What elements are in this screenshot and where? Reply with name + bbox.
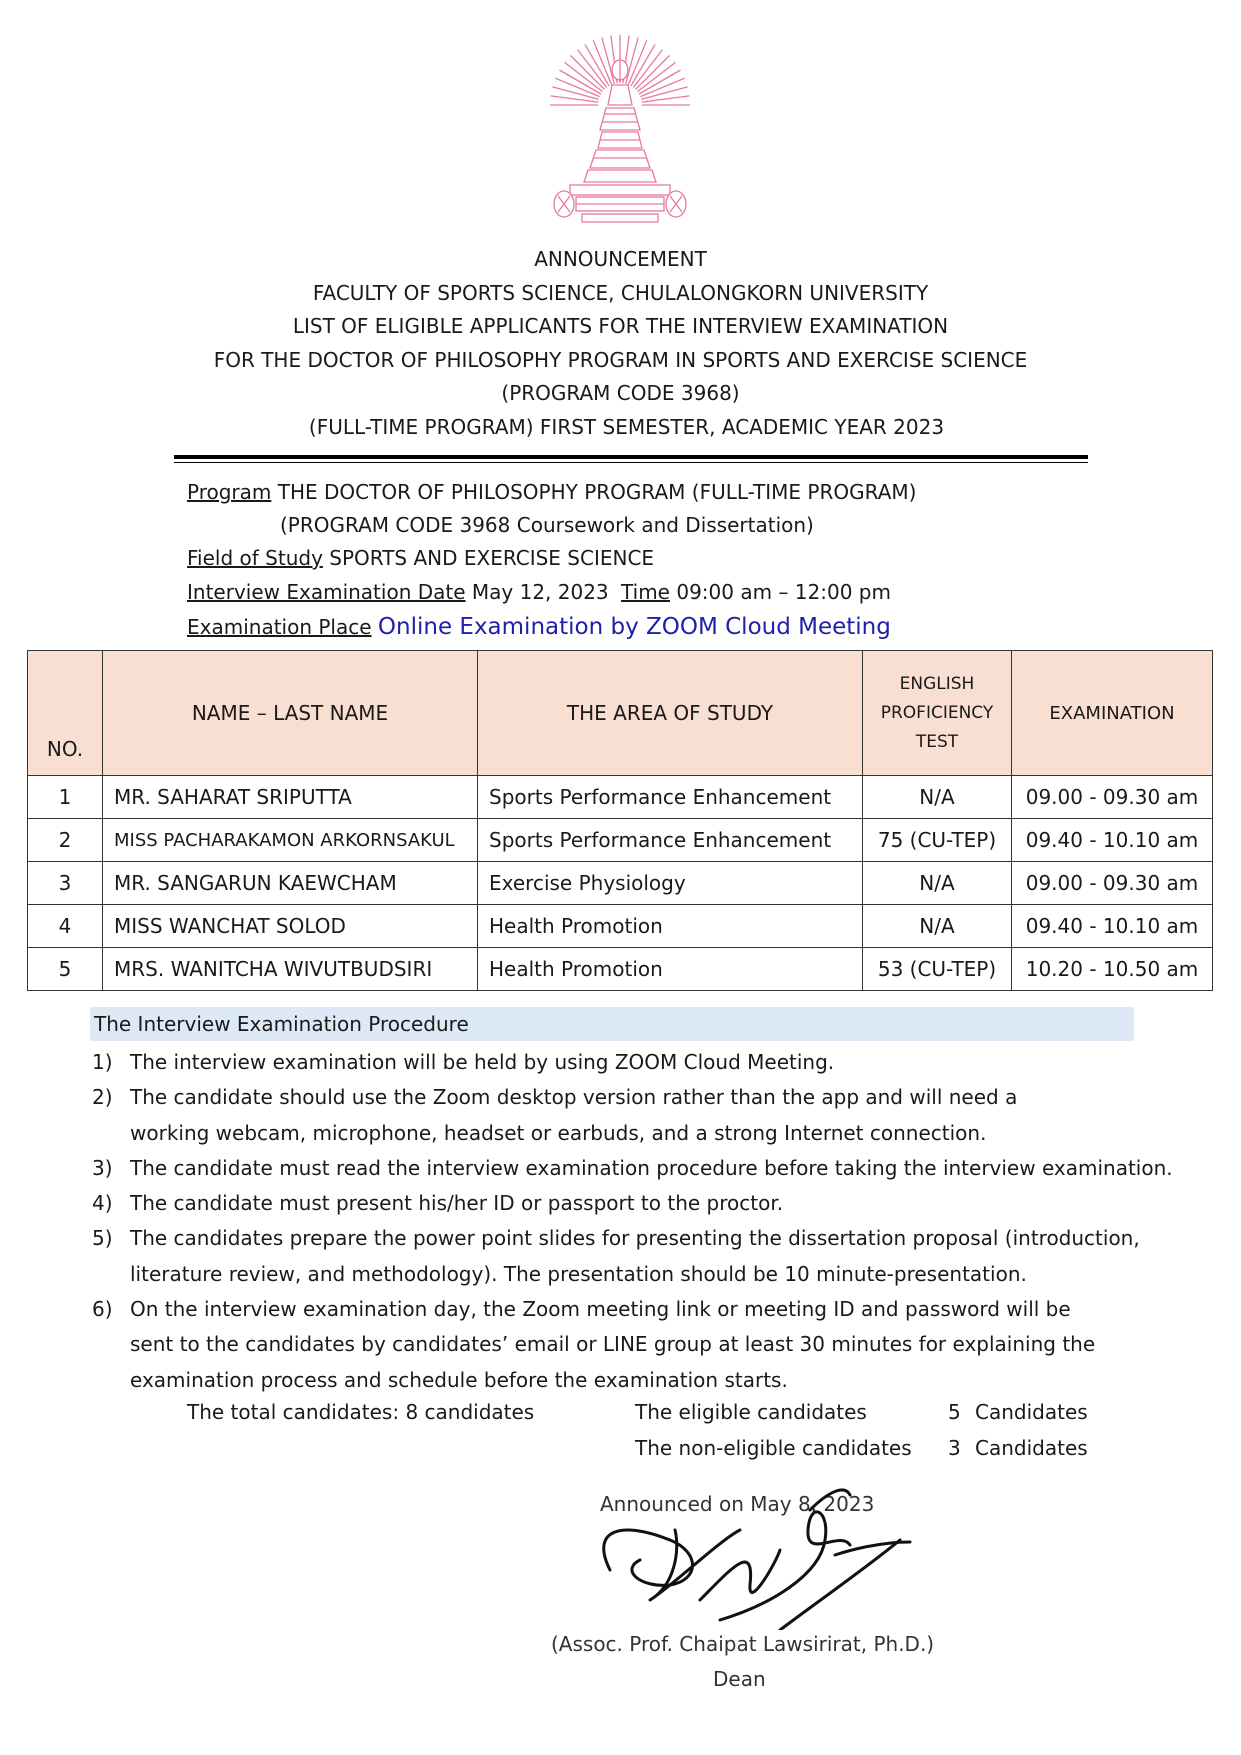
- row-exam: 09.00 - 09.30 am: [1012, 862, 1213, 905]
- heading-line-3: LIST OF ELIGIBLE APPLICANTS FOR THE INTERVIEW EXAMINATION: [292, 314, 949, 338]
- row-name: MR. SAHARAT SRIPUTTA: [103, 776, 478, 819]
- row-area: Health Promotion: [478, 948, 863, 991]
- item-number: 2): [92, 1085, 113, 1110]
- item-number: 6): [92, 1297, 113, 1322]
- program-code-value: (PROGRAM CODE 3968 Coursework and Dissertation): [280, 513, 814, 537]
- eligible-unit: Candidates: [975, 1400, 1088, 1424]
- dean-signature: [580, 1470, 940, 1630]
- item-text: The candidate should use the Zoom desktop version rather than the app and will need a working webcam, microphone, headset or earbuds, and a strong Internet connection.: [130, 1085, 1018, 1145]
- heading-divider: [174, 455, 1088, 459]
- heading-line-2: FACULTY OF SPORTS SCIENCE, CHULALONGKORN UNIVERSITY: [312, 280, 929, 305]
- table-row: [28, 948, 1213, 991]
- time-label: Time: [621, 580, 670, 604]
- list-item: [92, 1151, 1192, 1186]
- announcement-heading: [0, 243, 1241, 444]
- row-area: Sports Performance Enhancement: [478, 776, 863, 819]
- row-name: MR. SANGARUN KAEWCHAM: [103, 862, 478, 905]
- date-line: [187, 580, 891, 604]
- field-line: [187, 546, 654, 570]
- english-header-line-3: TEST: [915, 731, 959, 752]
- row-area: Health Promotion: [478, 905, 863, 948]
- english-header-line-2: PROFICIENCY: [880, 702, 994, 723]
- program-value: THE DOCTOR OF PHILOSOPHY PROGRAM (FULL-TIME PROGRAM): [277, 480, 917, 504]
- col-english-header: [863, 651, 1012, 776]
- date-value: May 12, 2023: [471, 580, 609, 604]
- heading-line-6: (FULL-TIME PROGRAM) FIRST SEMESTER, ACADEMIC YEAR 2023: [308, 414, 945, 439]
- heading-divider-thin: [174, 462, 1088, 463]
- procedure-title: The Interview Examination Procedure: [90, 1007, 1134, 1041]
- heading-line-4: FOR THE DOCTOR OF PHILOSOPHY PROGRAM IN SPORTS AND EXERCISE SCIENCE: [213, 347, 1028, 372]
- col-area-header: THE AREA OF STUDY: [478, 651, 863, 776]
- program-line: [187, 480, 916, 504]
- row-english: 75 (CU-TEP): [863, 819, 1012, 862]
- row-no: 5: [28, 948, 103, 991]
- list-item: [92, 1186, 1192, 1221]
- col-no-header: NO.: [28, 651, 103, 776]
- item-text: The candidate must present his/her ID or passport to the proctor.: [130, 1191, 784, 1216]
- row-no: 1: [28, 776, 103, 819]
- row-name: MRS. WANITCHA WIVUTBUDSIRI: [103, 948, 478, 991]
- announced-date: Announced on May 8, 2023: [600, 1492, 875, 1516]
- row-name: MISS PACHARAKAMON ARKORNSAKUL: [103, 819, 478, 862]
- list-item: [92, 1080, 1192, 1151]
- row-area: Exercise Physiology: [478, 862, 863, 905]
- non-eligible-unit: Candidates: [975, 1436, 1088, 1460]
- table-row: [28, 776, 1213, 819]
- field-label: Field of Study: [187, 546, 323, 570]
- item-number: 4): [92, 1191, 113, 1216]
- row-english: N/A: [863, 776, 1012, 819]
- row-english: N/A: [863, 905, 1012, 948]
- item-text: On the interview examination day, the Zoom meeting link or meeting ID and password will be sent to the candidates by candidates’ email or LINE group at least 30 minutes for explaining the examination process and schedule before the examination starts.: [130, 1297, 1096, 1392]
- item-number: 5): [92, 1226, 113, 1251]
- program-line-2: [280, 513, 814, 537]
- table-header-row: [28, 651, 1213, 776]
- row-exam: 09.40 - 10.10 am: [1012, 905, 1213, 948]
- signatory-name: (Assoc. Prof. Chaipat Lawsirirat, Ph.D.): [551, 1632, 935, 1656]
- list-item: [92, 1292, 1192, 1398]
- item-text: The candidates prepare the power point slides for presenting the dissertation proposal (introduction, literature review, and methodology). The presentation should be 10 minute-presentation.: [130, 1226, 1140, 1286]
- program-label: Program: [187, 480, 272, 504]
- list-item: [92, 1221, 1192, 1292]
- table-row: [28, 862, 1213, 905]
- row-english: 53 (CU-TEP): [863, 948, 1012, 991]
- item-text: The interview examination will be held by using ZOOM Cloud Meeting.: [130, 1050, 835, 1074]
- row-no: 4: [28, 905, 103, 948]
- col-name-header: NAME – LAST NAME: [103, 651, 478, 776]
- non-eligible-count: 3: [948, 1436, 961, 1460]
- english-header-line-1: ENGLISH: [899, 673, 975, 694]
- heading-line-1: ANNOUNCEMENT: [534, 247, 707, 271]
- item-text: The candidate must read the interview examination procedure before taking the interview examination.: [130, 1155, 1173, 1180]
- non-eligible-label: The non-eligible candidates: [635, 1436, 912, 1460]
- signatory-title: Dean: [713, 1667, 766, 1691]
- row-exam: 10.20 - 10.50 am: [1012, 948, 1213, 991]
- item-number: 1): [92, 1050, 113, 1074]
- row-name: MISS WANCHAT SOLOD: [103, 905, 478, 948]
- university-crest-logo: [530, 30, 710, 235]
- row-area: Sports Performance Enhancement: [478, 819, 863, 862]
- eligible-count: 5: [948, 1400, 961, 1424]
- place-line: [187, 614, 891, 640]
- heading-line-5: (PROGRAM CODE 3968): [501, 381, 740, 405]
- row-exam: 09.00 - 09.30 am: [1012, 776, 1213, 819]
- row-english: N/A: [863, 862, 1012, 905]
- table-row: [28, 905, 1213, 948]
- table-row: [28, 819, 1213, 862]
- col-exam-header: EXAMINATION: [1012, 651, 1213, 776]
- eligible-label: The eligible candidates: [635, 1400, 867, 1424]
- place-label: Examination Place: [187, 615, 372, 639]
- candidates-table: [27, 650, 1213, 991]
- total-candidates: The total candidates: 8 candidates: [187, 1400, 535, 1424]
- row-no: 2: [28, 819, 103, 862]
- field-value: SPORTS AND EXERCISE SCIENCE: [329, 546, 655, 570]
- row-exam: 09.40 - 10.10 am: [1012, 819, 1213, 862]
- item-number: 3): [92, 1155, 113, 1180]
- date-label: Interview Examination Date: [187, 580, 466, 604]
- procedure-list: [92, 1045, 1192, 1398]
- place-value: Online Examination by ZOOM Cloud Meeting: [377, 614, 891, 640]
- row-no: 3: [28, 862, 103, 905]
- list-item: [92, 1045, 1192, 1080]
- time-value: 09:00 am – 12:00 pm: [676, 580, 891, 604]
